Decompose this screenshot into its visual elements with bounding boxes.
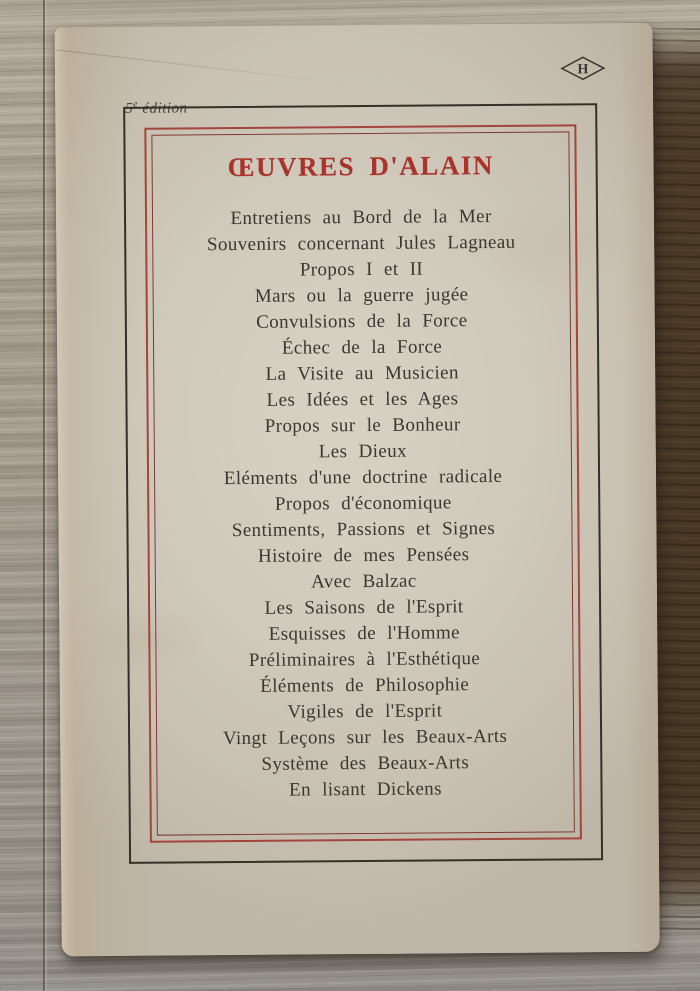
work-title: Échec de la Force (281, 336, 443, 359)
publisher-logo-letter: H (577, 62, 589, 78)
edition-label: édition (142, 100, 188, 117)
work-title: Les Saisons de l'Esprit (264, 596, 464, 619)
cover-title: ŒUVRES D'ALAIN (227, 150, 494, 183)
work-title: Sentiments, Passions et Signes (231, 518, 496, 542)
work-title: Éléments de Philosophie (260, 674, 470, 697)
work-title: Vigiles de l'Esprit (287, 700, 443, 723)
outer-black-frame (123, 100, 603, 864)
edition-numeral: 5 (125, 100, 134, 117)
work-title: Avec Balzac (311, 570, 417, 593)
work-title: Histoire de mes Pensées (257, 544, 470, 567)
edition-ordinal-suffix: e (133, 98, 139, 110)
work-title: Préliminaires à l'Esthétique (248, 648, 481, 671)
work-title: Esquisses de l'Homme (268, 622, 461, 645)
paper-crease (57, 49, 355, 84)
work-title: Entretiens au Bord de la Mer (230, 206, 492, 230)
work-title: Mars ou la guerre jugée (254, 284, 469, 307)
work-title: En lisant Dickens (289, 778, 443, 801)
work-title: Propos d'économique (274, 492, 452, 515)
cover-content (125, 105, 601, 862)
work-title: Les Dieux (318, 440, 408, 463)
works-list (126, 203, 601, 805)
work-title: La Visite au Musicien (265, 362, 459, 385)
book-back-cover (55, 23, 660, 957)
work-title: Propos sur le Bonheur (264, 414, 461, 437)
work-title: Souvenirs concernant Jules Lagneau (206, 231, 516, 256)
work-title: Eléments d'une doctrine radicale (223, 465, 503, 490)
publisher-diamond-h-icon (560, 55, 606, 81)
work-title: Propos I et II (299, 258, 424, 281)
work-title: Convulsions de la Force (256, 310, 468, 333)
work-title: Vingt Leçons sur les Beaux-Arts (222, 725, 508, 750)
work-title: Système des Beaux-Arts (261, 752, 470, 775)
work-title: Les Idées et les Ages (266, 388, 459, 411)
